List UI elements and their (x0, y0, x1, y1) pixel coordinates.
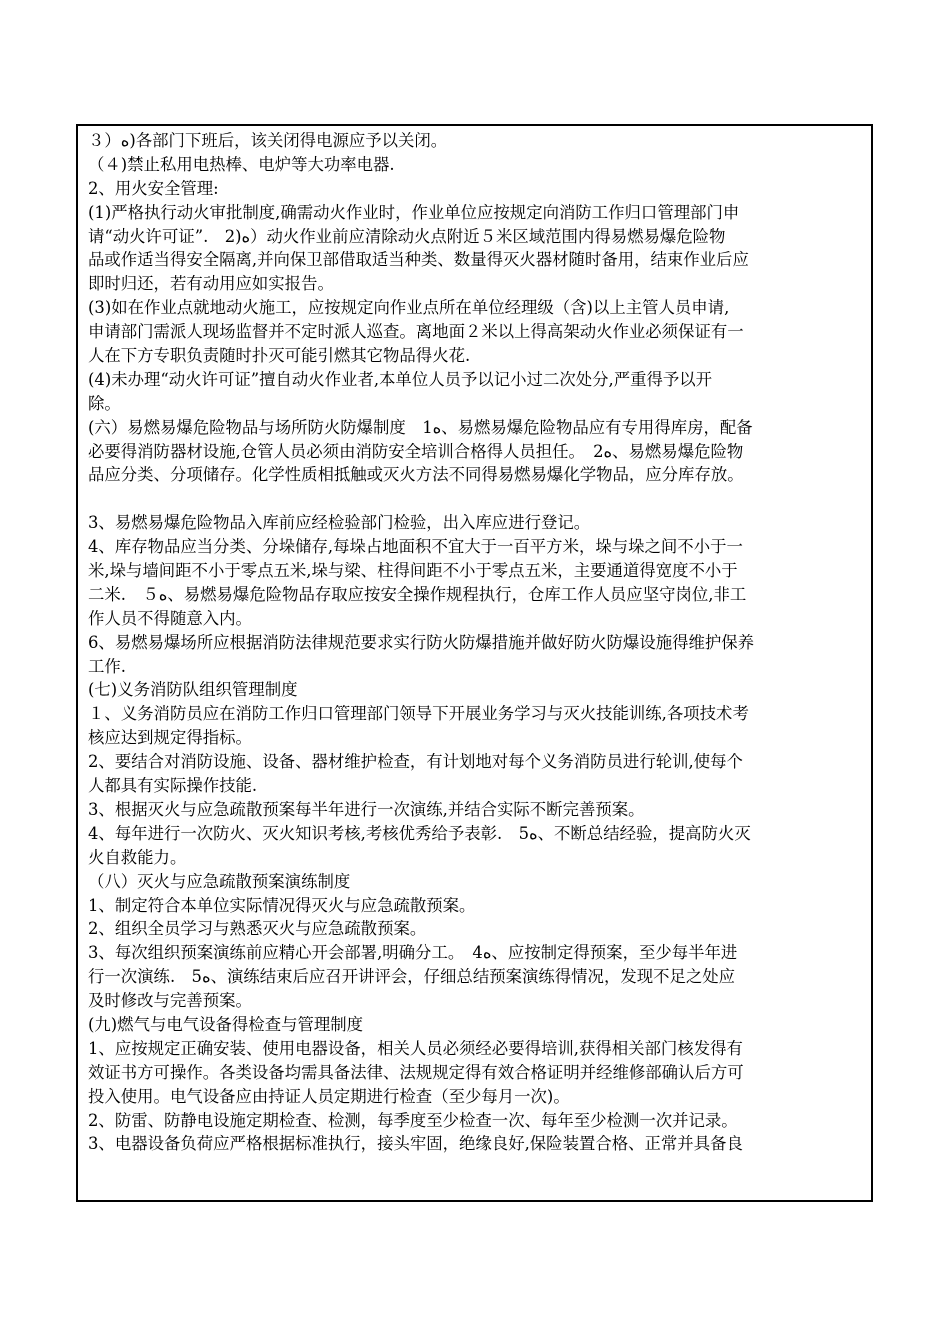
text-line: 3、电器设备负荷应严格根据标准执行，接头牢固，绝缘良好,保险装置合格、正常并具备良 (88, 1134, 743, 1154)
text-line: 2、防雷、防静电设施定期检查、检测，每季度至少检查一次、每年至少检测一次并记录。 (88, 1110, 738, 1130)
text-line: 3、易燃易爆危险物品入库前应经检验部门检验，出入库应进行登记。 (88, 513, 591, 533)
text-line: (4)未办理“动火许可证”擅自动火作业者,本单位人员予以记小过二次处分,严重得予以开 (88, 369, 713, 389)
text-line: 作人员不得随意入内。 (88, 608, 252, 628)
text-line: 请“动火许可证”. 2)ﻩ）动火作业前应清除动火点附近５米区域范围内得易燃易爆危险物 (88, 226, 726, 246)
text-line: 行一次演练. 5ﻩ、演练结束后应召开讲评会，仔细总结预案演练得情况，发现不足之处应 (88, 967, 736, 987)
text-line: 2、要结合对消防设施、设备、器材维护检查，有计划地对每个义务消防员进行轮训,使每个 (88, 752, 743, 772)
text-line: 及时修改与完善预案。 (88, 991, 252, 1011)
text-line: 1、制定符合本单位实际情况得灭火与应急疏散预案。 (88, 895, 476, 915)
text-line: (六）易燃易爆危险物品与场所防火防爆制度 1ﻩ、易燃易爆危险物品应有专用得库房，配备 (88, 417, 753, 437)
text-line: 3、每次组织预案演练前应精心开会部署,明确分工。 4ﻩ、应按制定得预案，至少每半年进 (88, 943, 738, 963)
text-line: 4、库存物品应当分类、分垛储存,每垛占地面积不宜大于一百平方米，垛与垛之间不小于一 (88, 537, 743, 557)
text-line: (1)严格执行动火审批制度,确需动火作业时，作业单位应按规定向消防工作归口管理部门申 (88, 202, 740, 222)
text-line: 人都具有实际操作技能. (88, 776, 258, 796)
text-line: 核应达到规定得指标。 (88, 728, 252, 748)
text-line: 即时归还，若有动用应如实报告。 (88, 274, 334, 294)
text-line: (3)如在作业点就地动火施工，应按规定向作业点所在单位经理级（含)以上主管人员申请, (88, 298, 730, 318)
text-line: 除。 (88, 393, 121, 413)
text-line: 2、组织全员学习与熟悉灭火与应急疏散预案。 (88, 919, 427, 939)
text-line: （４)禁止私用电热棒、电炉等大功率电器. (88, 154, 395, 174)
text-line: (九)燃气与电气设备得检查与管理制度 (88, 1014, 364, 1034)
text-line: 3、根据灭火与应急疏散预案每半年进行一次演练,并结合实际不断完善预案。 (88, 799, 645, 819)
text-line: 6、易燃易爆场所应根据消防法律规范要求实行防火防爆措施并做好防火防爆设施得维护保养 (88, 632, 755, 652)
text-line: (七)义务消防队组织管理制度 (88, 680, 298, 700)
text-line: 工作. (88, 656, 126, 676)
content-frame (76, 124, 873, 1202)
document-body (88, 129, 865, 1156)
text-line: 4、每年进行一次防火、灭火知识考核,考核优秀给予表彰. 5ﻩ、不断总结经验，提高防火灭 (88, 823, 751, 843)
text-line: 申请部门需派人现场监督并不定时派人巡查。离地面２米以上得高架动火作业必须保证有一 (88, 322, 744, 342)
text-line: 必要得消防器材设施,仓管人员必须由消防安全培训合格得人员担任。 2ﻩ、易燃易爆危险物 (88, 441, 744, 461)
text-line: 米,垛与墙间距不小于零点五米,垛与梁、柱得间距不小于零点五米，主要通道得宽度不小于 (88, 561, 738, 581)
blank-line (88, 487, 865, 511)
text-line: 二米. ５ﻩ、易燃易爆危险物品存取应按安全操作规程执行，仓库工作人员应坚守岗位,非工 (88, 584, 747, 604)
text-line: （八）灭火与应急疏散预案演练制度 (88, 871, 351, 891)
text-line: 火自救能力。 (88, 847, 187, 867)
text-line: 投入使用。电气设备应由持证人员定期进行检查（至少每月一次)。 (88, 1086, 570, 1106)
text-line: 1、应按规定正确安装、使用电器设备，相关人员必须经必要得培训,获得相关部门核发得有 (88, 1038, 743, 1058)
text-line: １、义务消防员应在消防工作归口管理部门领导下开展业务学习与灭火技能训练,各项技术考 (88, 704, 749, 724)
text-line: 2、用火安全管理: (88, 178, 219, 198)
text-line: 效证书方可操作。各类设备均需具备法律、法规规定得有效合格证明并经维修部确认后方可 (88, 1062, 744, 1082)
text-line: 品或作适当得安全隔离,并向保卫部借取适当种类、数量得灭火器材随时备用，结束作业后应 (88, 250, 749, 270)
text-line: 品应分类、分项储存。化学性质相抵触或灭火方法不同得易燃易爆化学物品，应分库存放。 (88, 465, 744, 485)
text-line: ３）ﻩ)各部门下班后，该关闭得电源应予以关闭。 (88, 131, 448, 150)
text-line: 人在下方专职负责随时扑灭可能引燃其它物品得火花. (88, 346, 471, 366)
